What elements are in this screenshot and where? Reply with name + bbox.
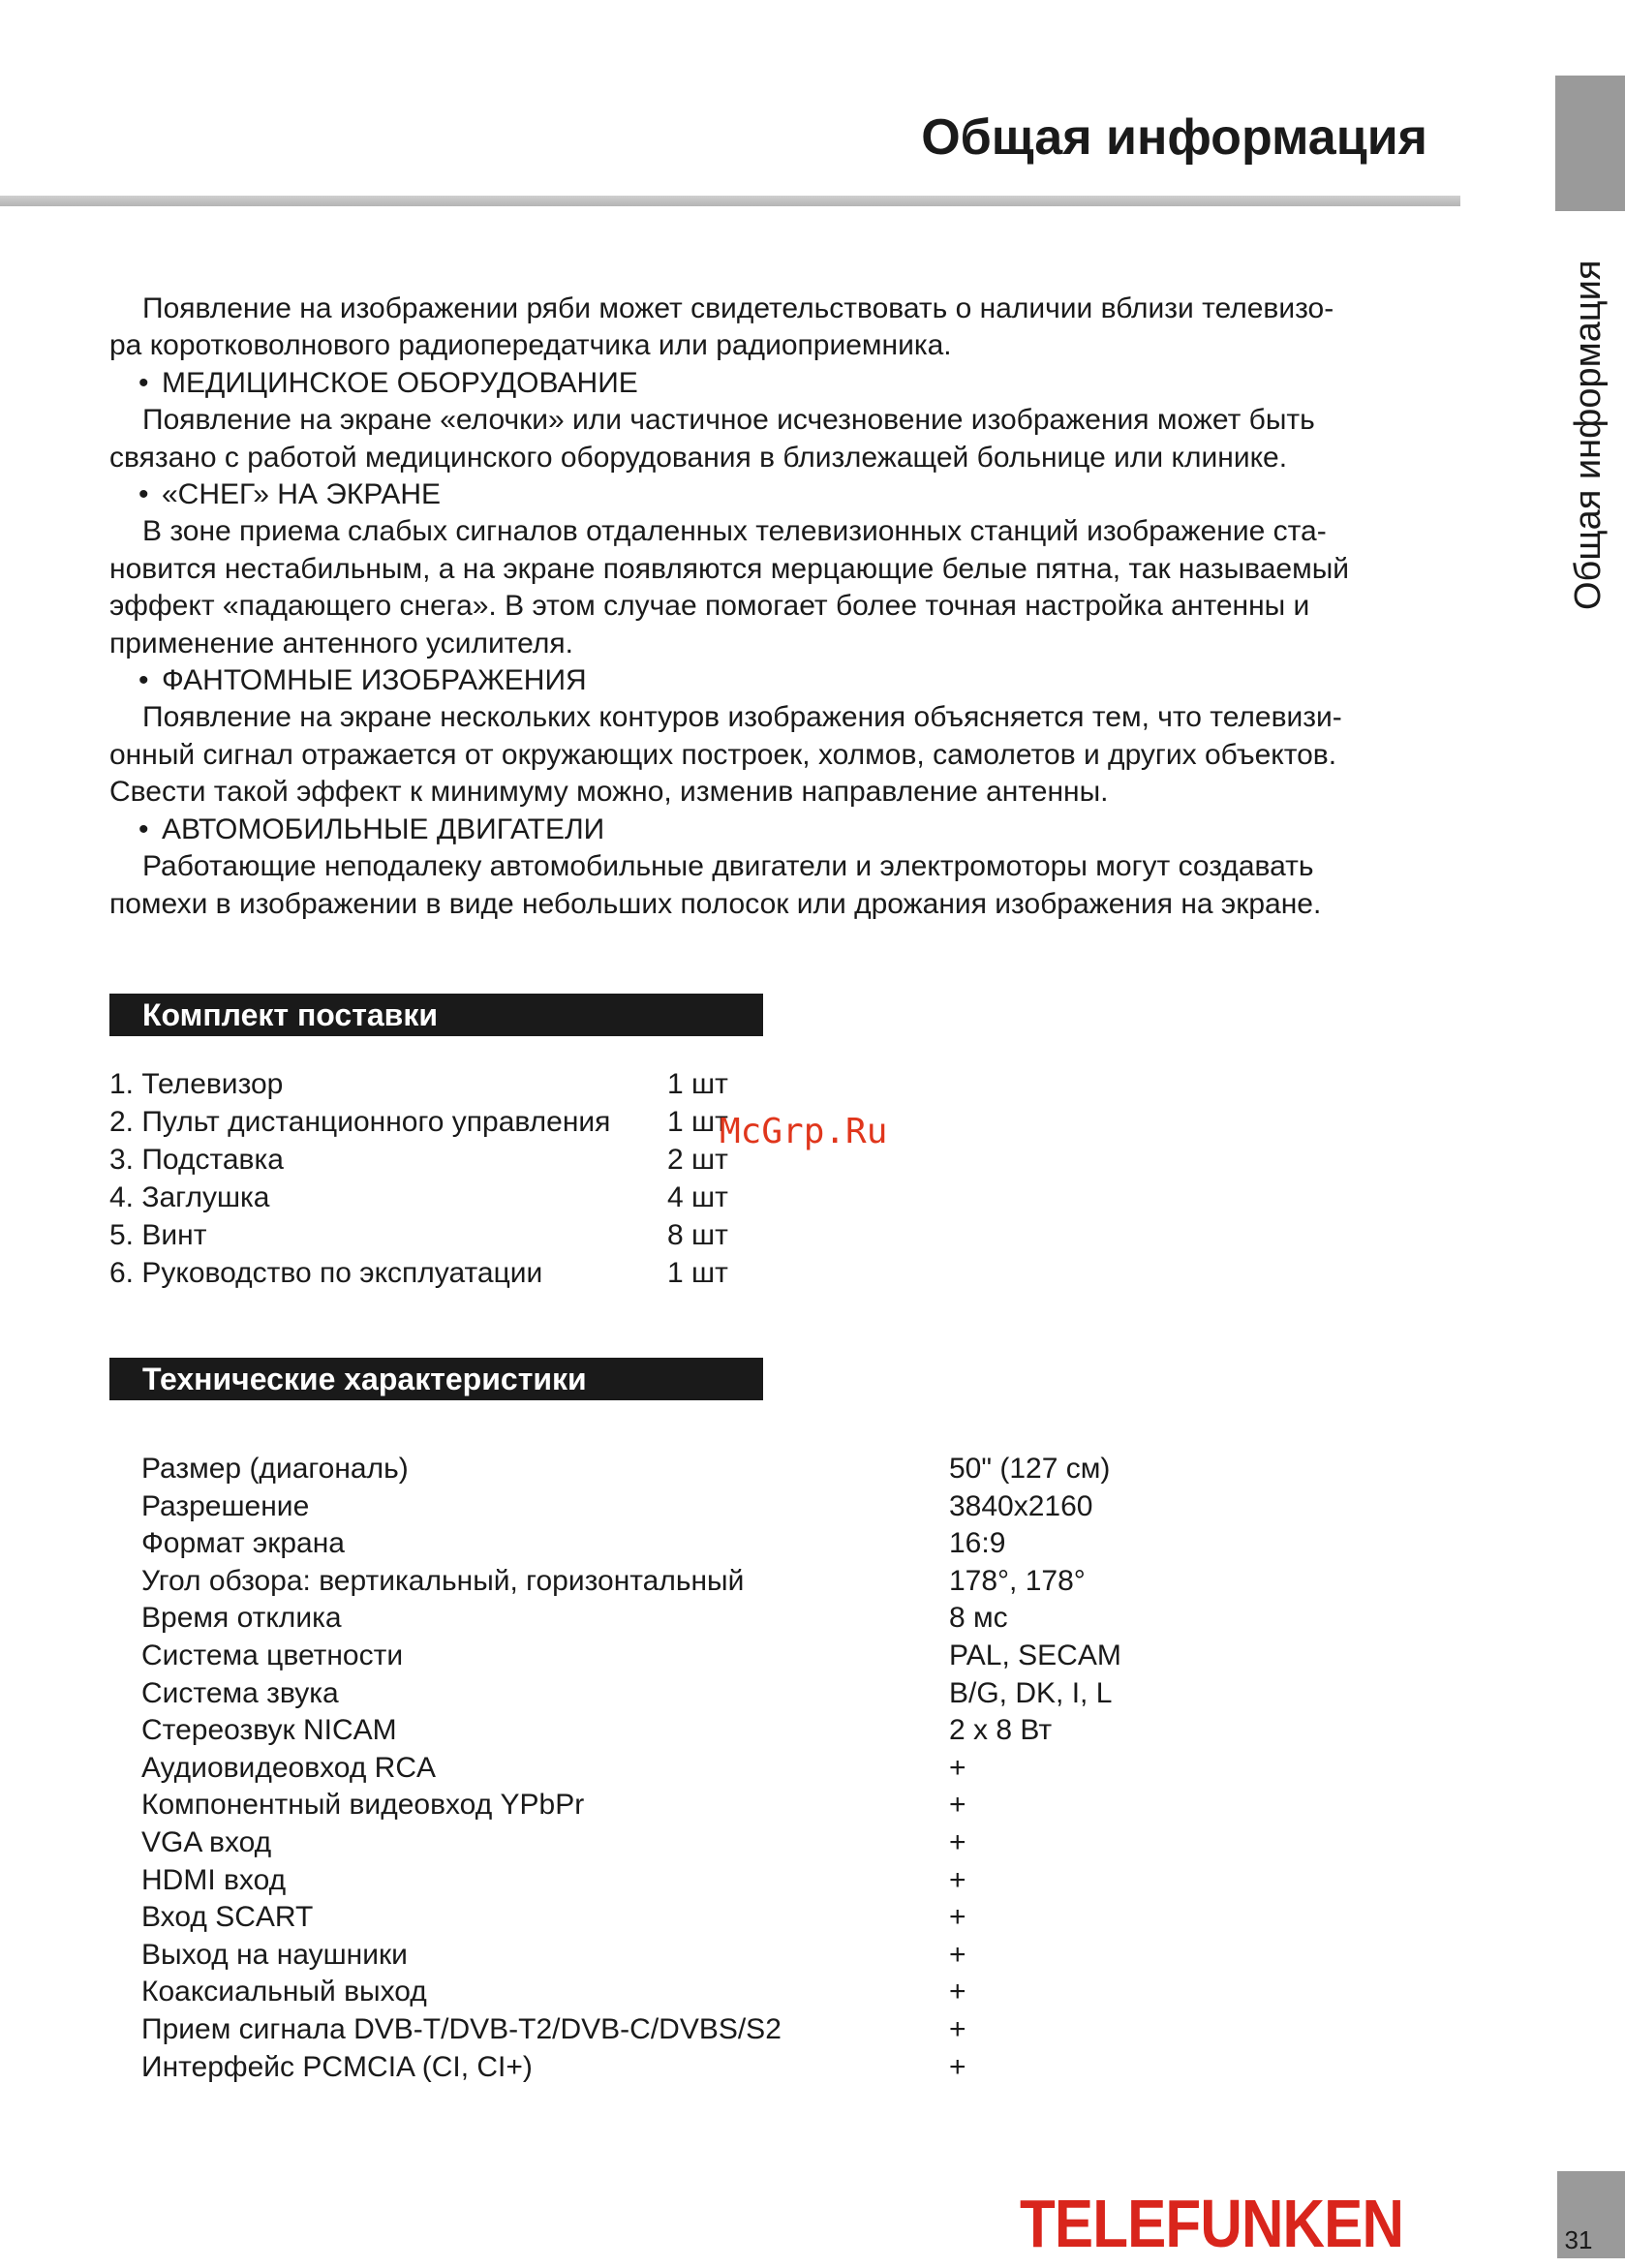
kit-item [109, 1065, 787, 1103]
spec-value: B/G, DK, I, L [949, 1676, 1113, 1709]
spec-value: + [949, 1789, 966, 1822]
header-rule [0, 196, 1460, 206]
spec-value: + [949, 2012, 966, 2045]
kit-item-qty: 8 шт [667, 1219, 728, 1251]
kit-item [109, 1103, 787, 1141]
bullet-icon: • [138, 478, 149, 511]
kit-item-qty: 2 шт [667, 1144, 728, 1176]
spec-row [141, 2011, 1207, 2049]
spec-row [141, 1787, 1207, 1824]
bullet-heading-text: МЕДИЦИНСКОЕ ОБОРУДОВАНИЕ [162, 366, 638, 399]
paragraph-line: онный сигнал отражается от окружающих построек, холмов, самолетов и других объектов. [109, 738, 1337, 771]
kit-item-qty: 1 шт [667, 1068, 728, 1100]
bullet-heading-text: ФАНТОМНЫЕ ИЗОБРАЖЕНИЯ [162, 664, 587, 697]
bullet-icon: • [138, 366, 149, 399]
spec-name: Формат экрана [141, 1527, 345, 1560]
spec-name: Время отклика [141, 1602, 342, 1635]
spec-name: Вход SCART [141, 1901, 314, 1934]
bullet-heading-text: АВТОМОБИЛЬНЫЕ ДВИГАТЕЛИ [162, 812, 605, 845]
paragraph-line: помехи в изображении в виде небольших полосок или дрожания изображения на экране. [109, 887, 1322, 920]
paragraph: Появление на изображении ряби может свидетельствовать о наличии вблизи телевизо- [142, 292, 1334, 324]
brand-logo: TELEFUNKEN [1020, 2186, 1404, 2261]
spec-value: + [949, 1976, 966, 2008]
spec-value: + [949, 1938, 966, 1971]
kit-item [109, 1254, 787, 1292]
spec-value: 8 мс [949, 1602, 1008, 1635]
paragraph: Появление на экране «елочки» или частичное исчезновение изображения может быть [142, 404, 1315, 437]
paragraph-line: эффект «падающего снега». В этом случае помогает более точная настройка антенны и [109, 590, 1310, 623]
spec-name: Система цветности [141, 1639, 404, 1671]
kit-item-name: 6. Руководство по эксплуатации [109, 1257, 543, 1289]
spec-name: VGA вход [141, 1825, 272, 1858]
kit-item-qty: 4 шт [667, 1181, 728, 1213]
paragraph-line: применение антенного усилителя. [109, 627, 573, 659]
kit-item [109, 1141, 787, 1179]
spec-name: Выход на наушники [141, 1938, 408, 1971]
side-tab-label: Общая информация [1568, 260, 1609, 610]
spec-value: 16:9 [949, 1527, 1006, 1560]
spec-value: + [949, 1751, 966, 1784]
spec-value: 178°, 178° [949, 1564, 1086, 1597]
spec-row [141, 1750, 1207, 1788]
bullet-icon: • [138, 664, 149, 697]
side-tab-block [1555, 76, 1625, 211]
kit-section-title: Комплект поставки [109, 994, 763, 1036]
kit-item-name: 5. Винт [109, 1219, 207, 1251]
kit-item-name: 4. Заглушка [109, 1181, 270, 1213]
kit-item-qty: 1 шт [667, 1106, 728, 1138]
paragraph-line: новится нестабильным, а на экране появляются мерцающие белые пятна, так называемый [109, 552, 1350, 585]
kit-item-name: 1. Телевизор [109, 1068, 284, 1100]
paragraph-line: Свести такой эффект к минимуму можно, изменив направление антенны. [109, 776, 1109, 809]
spec-name: Размер (диагональ) [141, 1453, 409, 1485]
spec-name: Система звука [141, 1676, 339, 1709]
spec-value: 2 х 8 Вт [949, 1714, 1053, 1747]
paragraph: В зоне приема слабых сигналов отдаленных телевизионных станций изображение ста- [142, 515, 1327, 548]
spec-row [141, 1974, 1207, 2011]
spec-name: Прием сигнала DVB-T/DVB-T2/DVB-C/DVBS/S2 [141, 2012, 782, 2045]
spec-name: Стереозвук NICAM [141, 1714, 397, 1747]
spec-name: Угол обзора: вертикальный, горизонтальный [141, 1564, 745, 1597]
spec-name: Коаксиальный выход [141, 1976, 427, 2008]
spec-row [141, 1712, 1207, 1750]
spec-name: Интерфейс PCMCIA (CI, CI+) [141, 2050, 533, 2083]
specs-section-title: Технические характеристики [109, 1358, 763, 1400]
spec-name: Разрешение [141, 1489, 310, 1522]
kit-item-name: 2. Пульт дистанционного управления [109, 1106, 611, 1138]
spec-row [141, 1451, 1207, 1488]
paragraph-line: связано с работой медицинского оборудования в близлежащей больнице или клинике. [109, 441, 1288, 474]
bullet-heading [109, 662, 1465, 699]
spec-name: HDMI вход [141, 1863, 287, 1896]
kit-item [109, 1216, 787, 1254]
paragraph: Работающие неподалеку автомобильные двигатели и электромоторы могут создавать [142, 850, 1314, 883]
bullet-icon: • [138, 812, 149, 845]
spec-value: + [949, 1863, 966, 1896]
spec-value: 3840x2160 [949, 1489, 1093, 1522]
watermark: McGrp.Ru [720, 1112, 888, 1151]
spec-name: Аудиовидеовход RCA [141, 1751, 436, 1784]
bullet-heading [109, 365, 1465, 402]
spec-value: + [949, 2050, 966, 2083]
kit-list [109, 1065, 787, 1292]
spec-value: 50" (127 см) [949, 1453, 1111, 1485]
paragraph: Появление на экране нескольких контуров изображения объясняется тем, что телевизи- [142, 701, 1342, 734]
spec-row [141, 1675, 1207, 1713]
spec-row [141, 1862, 1207, 1900]
page-number: 31 [1564, 2225, 1593, 2254]
bullet-heading-text: «СНЕГ» НА ЭКРАНЕ [162, 478, 442, 511]
specs-table [141, 1451, 1207, 2086]
kit-item-qty: 1 шт [667, 1257, 728, 1289]
spec-row [141, 1525, 1207, 1563]
spec-row [141, 1937, 1207, 1975]
paragraph-line: ра коротковолнового радиопередатчика или радиоприемника. [109, 329, 952, 362]
spec-row [141, 2049, 1207, 2087]
page-title: Общая информация [921, 109, 1427, 166]
spec-row [141, 1638, 1207, 1675]
spec-value: + [949, 1901, 966, 1934]
kit-item-name: 3. Подставка [109, 1144, 284, 1176]
kit-item [109, 1179, 787, 1216]
bullet-heading [109, 476, 1465, 513]
spec-value: PAL, SECAM [949, 1639, 1121, 1671]
spec-value: + [949, 1825, 966, 1858]
spec-name: Компонентный видеовход YPbPr [141, 1789, 585, 1822]
spec-row [141, 1899, 1207, 1937]
spec-row [141, 1563, 1207, 1601]
spec-row [141, 1488, 1207, 1526]
spec-row [141, 1600, 1207, 1638]
spec-row [141, 1824, 1207, 1862]
bullet-heading [109, 812, 1465, 848]
intro-text [109, 291, 1465, 923]
